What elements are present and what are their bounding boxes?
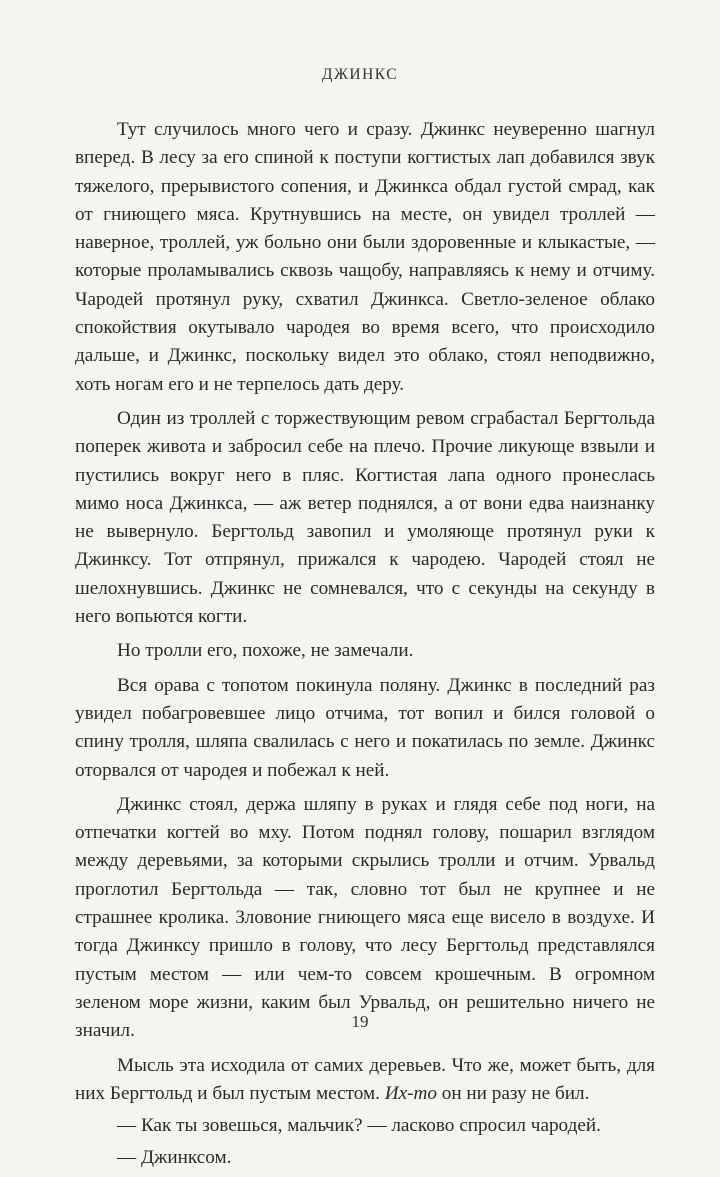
paragraph xyxy=(75,1052,655,1109)
paragraph: Один из троллей с торжествующим ревом сграбастал Бергтольда поперек живота и забросил себе на плечо. Прочие ликующе взвыли и пустились вокруг него в пляс. Когтистая лапа одного пронеслась мимо носа Джинкса, — аж ветер поднялся, а от вони едва наизнанку не вывернуло. Бергтольд завопил и умоляюще протянул руки к Джинксу. Тот отпрянул, прижался к чародею. Чародей стоял не шелохнувшись. Джинкс не сомневался, что с секунды на секунду в него вопьются когти. xyxy=(75,407,655,628)
paragraph: Но тролли его, похоже, не замечали. xyxy=(117,640,414,662)
emphasis-text: Их-то xyxy=(384,1082,437,1104)
paragraph: Тут случилось много чего и сразу. Джинкс неуверенно шагнул вперед. В лесу за его спиной к поступи когтистых лап добавился звук тяжелого, прерывистого сопения, и Джинкса обдал густой смрад, как от гниющего мяса. Крутнувшись на месте, он увидел троллей — наверное, троллей, уж больно они были здоровенные и клыкастые, — которые проламывались сквозь чащобу, направляясь к нему и отчиму. Чародей протянул руку, схватил Джинкса. Светло-зеленое облако спокойствия окутывало чародея во время всего, что происходило дальше, и Джинкс, поскольку видел это облако, стоял неподвижно, хоть ногам его и не терпелось дать деру. xyxy=(75,119,655,395)
paragraph-text: он ни разу не бил. xyxy=(436,1082,590,1104)
page-number: 19 xyxy=(351,1012,369,1031)
dialogue-line: — Как ты зовешься, мальчик? — ласково спросил чародей. xyxy=(117,1115,601,1137)
paragraph: Джинкс стоял, держа шляпу в руках и глядя себе под ноги, на отпечатки когтей во мху. Потом поднял голову, пошарил взглядом между деревьями, за которыми скрылись тролли и отчим. Урвальд проглотил Бергтольда — так, словно тот был не крупнее и не страшнее кролика. Зловоние гниющего мяса еще висело в воздухе. И тогда Джинксу пришло в голову, что лесу Бергтольд представлялся пустым местом — или чем-то совсем крошечным. В огромном зеленом море жизни, каким был Урвальд, он решительно ничего не значил. xyxy=(75,793,655,1042)
paragraph-text: Мысль эта исходила от самих деревьев. Что же, может быть, для них Бергтольд и был пустым местом. xyxy=(75,1054,655,1104)
dialogue-line: — Джинксом. xyxy=(117,1147,232,1169)
running-title: ДЖИНКС xyxy=(321,66,399,83)
paragraph: Вся орава с топотом покинула поляну. Джинкс в последний раз увидел побагровевшее лицо отчима, тот вопил и бился головой о спину тролля, шляпа свалилась с него и покатилась по земле. Джинкс оторвался от чародея и побежал к ней. xyxy=(75,674,655,781)
